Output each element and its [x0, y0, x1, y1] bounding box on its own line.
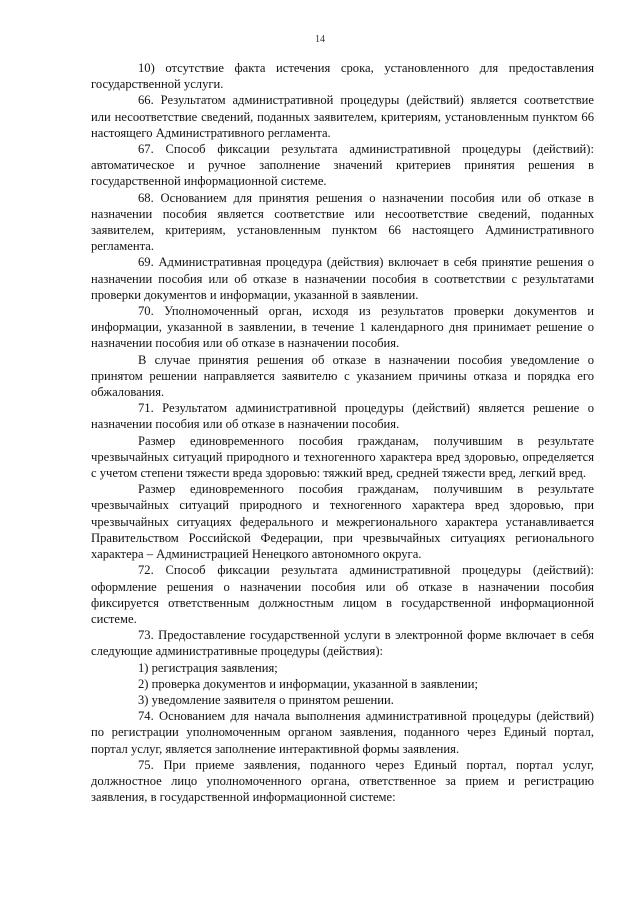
paragraph: 71. Результатом административной процедуры (действий) является решение о назначении пособия или об отказе в назначении пособия. [91, 401, 594, 432]
paragraph: Размер единовременного пособия гражданам, получившим в результате чрезвычайных ситуаций природного и техногенного характера вред здоровью, определяется с учетом степени тяжести вреда здоровью: тяжкий вред, средней тяжести вред, легкий вред. [91, 433, 594, 481]
paragraph: 68. Основанием для принятия решения о назначении пособия или об отказе в назначении пособия является соответствие или несоответствие сведений, поданных заявителем, критериям, установленным пунктом 66 настоящего Административного регламента. [91, 190, 594, 254]
paragraph: Размер единовременного пособия гражданам, получившим в результате чрезвычайных ситуаций природного и техногенного характера вред здоровью, при чрезвычайных ситуациях федерального и межрегионального характера устанавливается Правительством Российской Федерации, при чрезвычайных ситуациях регионального характера – Администрацией Ненецкого автономного округа. [91, 482, 594, 562]
list-item: 1) регистрация заявления; [138, 660, 278, 675]
page-number: 14 [315, 34, 325, 45]
document-body [91, 60, 594, 805]
paragraph: 69. Административная процедура (действия) включает в себя принятие решения о назначении пособия или об отказе в назначении пособия в соответствии с результатами проверки документов и информации, указанной в заявлении. [91, 255, 594, 302]
paragraph: 75. При приеме заявления, поданного через Единый портал, портал услуг, должностное лицо уполномоченного органа, ответственное за прием и регистрацию заявления, в государственной информационной системе: [91, 757, 594, 805]
list-item: 2) проверка документов и информации, указанной в заявлении; [138, 676, 478, 691]
paragraph: 66. Результатом административной процедуры (действий) является соответствие или несоответствие сведений, поданных заявителем, критериям, установленным пунктом 66 настоящего Административного регламента. [91, 93, 594, 140]
paragraph: 72. Способ фиксации результата административной процедуры (действий): оформление решения о назначении пособия или об отказе в назначении пособия фиксируется ответственным должностным лицом в государственной информационной системе. [91, 563, 594, 626]
paragraph: 67. Способ фиксации результата административной процедуры (действий): автоматическое и ручное заполнение значений критериев принятия решения в государственной информационной системе. [91, 142, 594, 189]
paragraph: 74. Основанием для начала выполнения административной процедуры (действий) по регистрации уполномоченным органом заявления, поданного через Единый портал, портал услуг, является заполнение интерактивной формы заявления. [91, 709, 594, 756]
list-item: 3) уведомление заявителя о принятом решении. [138, 692, 394, 707]
paragraph: 70. Уполномоченный орган, исходя из результатов проверки документов и информации, указанной в заявлении, в течение 1 календарного дня принимает решение о назначении пособия или об отказе в назначении пособия. [91, 304, 594, 351]
paragraph: 73. Предоставление государственной услуги в электронной форме включает в себя следующие административные процедуры (действия): [91, 628, 594, 659]
paragraph: 10) отсутствие факта истечения срока, установленного для предоставления государственной услуги. [91, 61, 594, 92]
paragraph: В случае принятия решения об отказе в назначении пособия уведомление о принятом решении направляется заявителю с указанием причины отказа и порядка его обжалования. [91, 352, 594, 400]
